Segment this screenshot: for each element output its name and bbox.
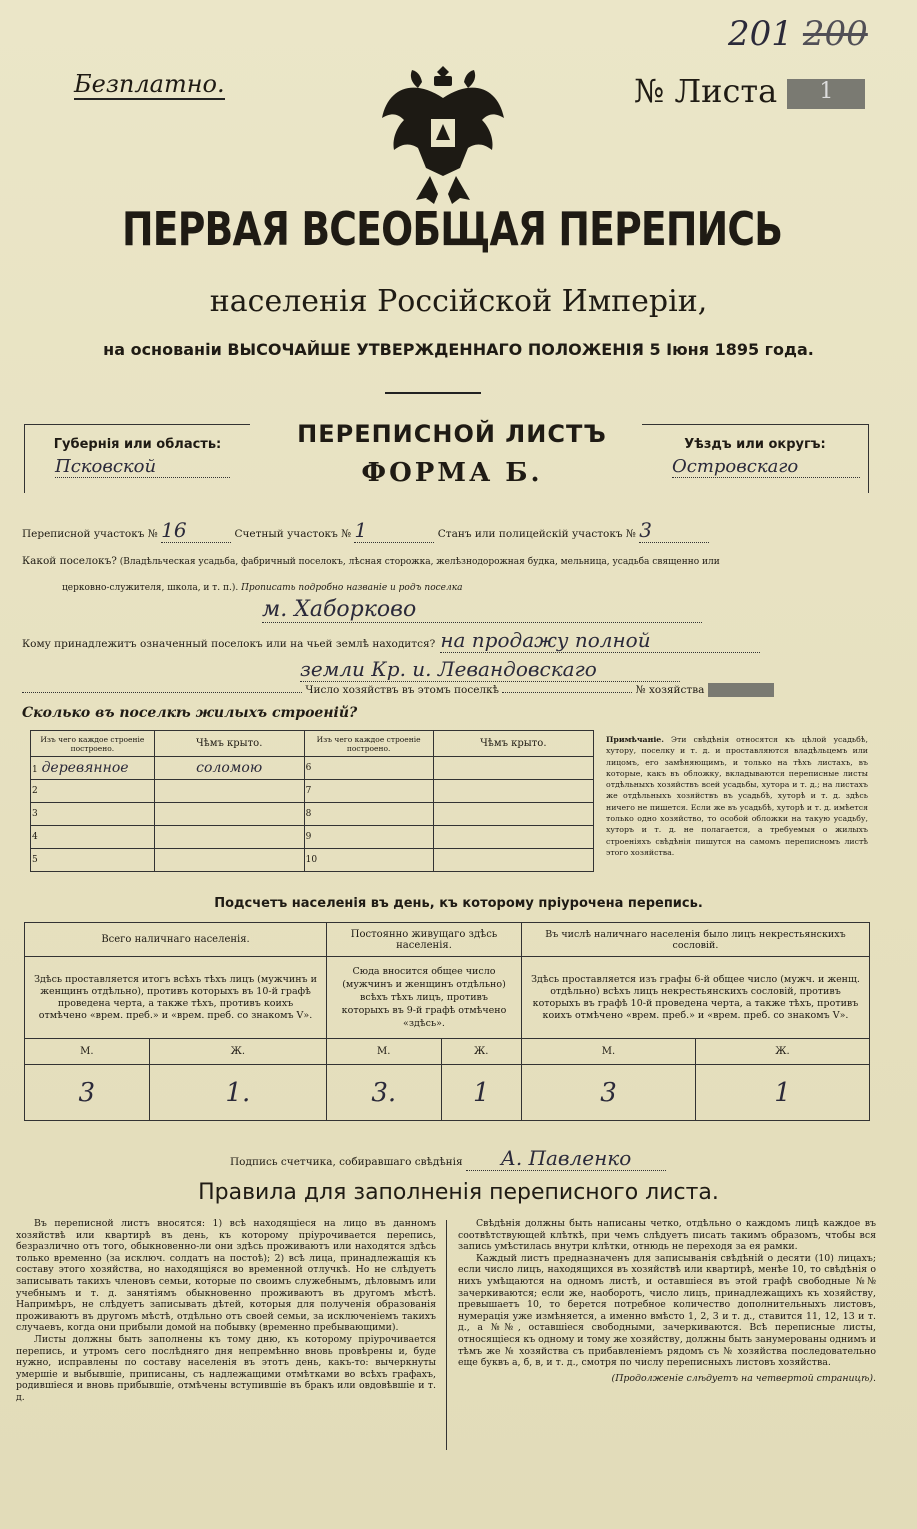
note-text: Эти свѣдѣнія относятся къ цѣлой усадьбѣ, хутору, поселку и т. д. и проставляются владѣльцемъ или лицомъ, его замѣняющимъ, и только на тѣхъ листахъ, въ которые, какъ въ обложку, вкладываются переписные листы отдѣльныхъ хозяйствъ всей усадьбы, хутора и т. д.; на листахъ же отдѣльныхъ хозяйствъ въ усадьбѣ, хуторѣ и т. д. здѣсь ничего не пишется. Если же въ усадьбѣ, хуторѣ и т. д. имѣется только одно хозяйство, то особой обложки на такую усадьбу, хуторъ и т. д. не полагается, а требуемыя о жилыхъ строеніяхъ свѣдѣнія пишутся на самомъ переписномъ листѣ этого хозяйства. [606, 735, 868, 857]
women-permanent-value: 1 [441, 1065, 521, 1121]
col-men-total: М. [25, 1039, 150, 1065]
building-material-8: 8 [304, 803, 433, 826]
double-headed-eagle-icon [378, 58, 508, 208]
sections-line [22, 518, 872, 543]
count-head-permanent: Постоянно живущаго здѣсь населенія. [327, 923, 522, 957]
count-section-value: 1 [354, 518, 434, 543]
settlement-hint-italic: Прописать подробно названіе и родъ поселка [241, 583, 463, 593]
form-subtitle: ФОРМА Б. [361, 458, 543, 488]
building-roof-5 [154, 849, 304, 872]
form-title: ПЕРЕПИСНОЙ ЛИСТЪ [297, 420, 607, 448]
page-title: ПЕРВАЯ ВСЕОБЩАЯ ПЕРЕПИСЬ [122, 202, 783, 256]
archive-number-crossed: 200 [802, 14, 868, 54]
col-roof-right: Чѣмъ крыто. [433, 731, 593, 757]
col-roof-left: Чѣмъ крыто. [154, 731, 304, 757]
sheet-number-label: № Листа [634, 72, 778, 110]
col-men-permanent: М. [327, 1039, 441, 1065]
buildings-label: Сколько въ поселкѣ жилыхъ строеній? [22, 705, 358, 721]
table-row [31, 757, 594, 780]
count-section-label: Счетный участокъ № [234, 528, 352, 540]
col-men-nonpeasant: М. [521, 1039, 695, 1065]
col-women-permanent: Ж. [441, 1039, 521, 1065]
women-total-value: 1. [149, 1065, 326, 1121]
settlement-block [22, 555, 872, 623]
building-roof-7 [433, 780, 593, 803]
building-roof-10 [433, 849, 593, 872]
col-material-right: Изъ чего каждое строеніе построено. [304, 731, 433, 757]
free-label: Безплатно. [74, 70, 225, 98]
count-title: Подсчетъ населенія въ день, къ которому пріурочена перепись. [214, 896, 703, 911]
col-women-nonpeasant: Ж. [695, 1039, 869, 1065]
table-row [31, 826, 594, 849]
building-material-1 [31, 757, 155, 780]
building-material-2: 2 [31, 780, 155, 803]
men-total-value: 3 [25, 1065, 150, 1121]
count-text-total: Здѣсь проставляется итогъ всѣхъ тѣхъ лицъ (мужчинъ и женщинъ отдѣльно), противъ которыхъ въ 10-й графѣ проведена черта, а также тѣхъ, противъ коихъ отмѣчено «врем. преб.» и «врем. преб. со знакомъ V». [25, 957, 327, 1039]
rules-left-para-2: Листы должны быть заполнены къ тому дню, къ которому пріурочивается перепись, и утромъ сего послѣдняго дня непремѣнно вновь провѣрены и, буде нужно, исправлены по составу населенія въ этотъ день, какъ-то: вычеркнуты умершіе и выбывшіе, приписаны, съ надлежащими отмѣтками во всѣхъ графахъ, родившіеся и вновь прибывшіе, отмѣчены вступившіе въ бракъ или овдовѣвшіе и т. д. [16, 1333, 436, 1403]
census-section-value: 16 [161, 518, 231, 543]
owner-value-line2: земли Кр. и. Левандовскаго [300, 657, 680, 682]
signature-line [230, 1146, 666, 1171]
count-head-nonpeasant: Въ числѣ наличнаго населенія было лицъ некрестьянскихъ сословій. [521, 923, 869, 957]
table-row [31, 849, 594, 872]
stan-section-label: Станъ или полицейскій участокъ № [437, 528, 636, 540]
count-sex-row [25, 1039, 870, 1065]
rules-left-column [16, 1218, 436, 1404]
settlement-hint-1: (Владѣльческая усадьба, фабричный поселокъ, лѣсная сторожка, желѣзнодорожная будка, мельница, усадьба священно или [119, 557, 720, 567]
note-block [606, 734, 868, 858]
rules-divider [446, 1220, 447, 1450]
building-material-6: 6 [304, 757, 433, 780]
archive-number [728, 14, 868, 54]
material-value: деревянное [41, 760, 129, 776]
households-lead-line [22, 692, 302, 693]
signature-value: А. Павленко [466, 1146, 666, 1171]
population-count-table [24, 922, 870, 1121]
building-material-5: 5 [31, 849, 155, 872]
building-roof-1: соломою [154, 757, 304, 780]
sheet-number [634, 72, 865, 110]
signature-label: Подпись счетчика, собиравшаго свѣдѣнія [230, 1156, 463, 1168]
count-explain-row [25, 957, 870, 1039]
building-material-9: 9 [304, 826, 433, 849]
count-head-total: Всего наличнаго населенія. [25, 923, 327, 957]
building-roof-8 [433, 803, 593, 826]
rules-right-column [458, 1218, 876, 1384]
province-value: Псковской [55, 456, 230, 478]
building-roof-2 [154, 780, 304, 803]
building-roof-4 [154, 826, 304, 849]
households-value [502, 692, 632, 693]
building-roof-3 [154, 803, 304, 826]
count-header-row [25, 923, 870, 957]
province-box [24, 424, 250, 493]
household-no-label: № хозяйства [635, 684, 705, 696]
buildings-header-row [31, 731, 594, 757]
owner-question: Кому принадлежитъ означенный поселокъ или на чьей землѣ находится? [22, 638, 436, 650]
building-material-10: 10 [304, 849, 433, 872]
women-nonpeasant-value: 1 [695, 1065, 869, 1121]
census-section-label: Переписной участокъ № [22, 528, 158, 540]
households-label: Число хозяйствъ въ этомъ поселкѣ [305, 684, 499, 696]
household-no-value [708, 683, 774, 697]
note-title: Примѣчаніе. [606, 735, 664, 744]
rules-right-para-1: Свѣдѣнія должны быть написаны четко, отдѣльно о каждомъ лицѣ каждое въ соотвѣтствующей клѣткѣ, при чемъ слѣдуетъ писать такимъ образомъ, чтобы вся запись умѣстилась внутри клѣтки, отнюдь не переходя за ея рамки. [458, 1218, 876, 1253]
sheet-number-value: 1 [787, 79, 865, 109]
settlement-hint-2: церковно-служителя, школа, и т. п.). [62, 583, 239, 593]
settlement-question: Какой поселокъ? [22, 555, 117, 567]
owner-block [22, 628, 872, 682]
rules-title: Правила для заполненія переписного листа. [198, 1180, 719, 1205]
row-number: 1 [32, 765, 38, 775]
table-row [31, 803, 594, 826]
rules-continued-note: (Продолженіе слѣдуетъ на четвертой страницѣ). [611, 1372, 876, 1384]
count-values-row [25, 1065, 870, 1121]
title-divider [385, 392, 481, 394]
rules-right-para-2: Каждый листъ предназначенъ для записыванія свѣдѣній о десяти (10) лицахъ; если число лицъ, находящихся въ хозяйствѣ или квартирѣ, менѣе 10, то свѣдѣнія о нихъ умѣщаются на одномъ листѣ, и оставшіеся въ этой графѣ свободные №№ зачеркиваются; если же, наоборотъ, число лицъ, принадлежащихъ къ хозяйству, превышаетъ 10, то берется потребное количество дополнительныхъ листовъ, нумерація уже измѣняется, а именно вмѣсто 1, 2, 3 и т. д., ставится 11, 12, 13 и т. д., а №№, оставшіеся свободными, зачеркиваются. Всѣ переписные листы, относящіеся къ одному и тому же хозяйству, должны быть занумерованы однимъ и тѣмъ же № хозяйства съ прибавленіемъ рядомъ съ № хозяйства последовательно еще буквъ а, б, в, и т. д., смотря по числу переписныхъ листовъ хозяйства. [458, 1252, 876, 1369]
col-material-left: Изъ чего каждое строеніе построено. [31, 731, 155, 757]
province-label: Губернія или область: [53, 437, 222, 452]
archive-number-current: 201 [728, 14, 793, 54]
building-roof-6 [433, 757, 593, 780]
district-box [642, 424, 869, 493]
households-line [22, 683, 872, 697]
building-material-4: 4 [31, 826, 155, 849]
building-material-3: 3 [31, 803, 155, 826]
district-label: Уѣздъ или округъ: [684, 437, 826, 452]
table-row [31, 780, 594, 803]
buildings-table [30, 730, 594, 872]
district-value: Островскаго [672, 456, 860, 478]
legal-basis: на основаніи ВЫСОЧАЙШЕ УТВЕРЖДЕННАГО ПОЛОЖЕНІЯ 5 Іюня 1895 года. [103, 340, 814, 359]
stan-section-value: 3 [639, 518, 709, 543]
men-nonpeasant-value: 3 [521, 1065, 695, 1121]
building-roof-9 [433, 826, 593, 849]
count-text-nonpeasant: Здѣсь проставляется изъ графы 6-й общее число (мужч. и женщ. отдѣльно) всѣхъ лицъ некрестьянскихъ сословій, противъ которыхъ въ графѣ 10-й проведена черта, а также тѣхъ, противъ коихъ отмѣчено «врем. преб.» и «врем. преб. со знакомъ V». [521, 957, 869, 1039]
col-women-total: Ж. [149, 1039, 326, 1065]
men-permanent-value: 3. [327, 1065, 441, 1121]
rules-left-para-1: Въ переписной листъ вносятся: 1) всѣ находящіеся на лицо въ данномъ хозяйствѣ или квартирѣ въ день, къ которому пріурочивается перепись, безразлично отъ того, обыкновенно-ли они здѣсь проживаютъ или находятся здѣсь только временно (за исключ. солдатъ на постоѣ); 2) всѣ лица, принадлежащія къ составу этого хозяйства, но находящіяся во временной отлучкѣ. Но не слѣдуетъ записывать такихъ членовъ семьи, которые по своимъ служебнымъ, дѣловымъ или учебнымъ и т. д. занятіямъ обыкновенно проживаютъ въ другомъ мѣстѣ. Напримѣръ, не слѣдуетъ записывать дѣтей, которыя для полученія образованія проживаютъ въ другомъ мѣстѣ, отдѣльно отъ своей семьи, за исключеніемъ такихъ случаевъ, когда они прибыли домой на побывку (временно пребывающими). [16, 1218, 436, 1334]
owner-value-line1: на продажу полной [440, 628, 760, 653]
settlement-value: м. Хаборково [262, 597, 702, 623]
building-material-7: 7 [304, 780, 433, 803]
count-text-permanent: Сюда вносится общее число (мужчинъ и женщинъ отдѣльно) всѣхъ тѣхъ лицъ, противъ которыхъ въ 9-й графѣ отмѣчено «здѣсь». [327, 957, 522, 1039]
page-subtitle: населенія Россійской Имперіи, [209, 284, 708, 319]
